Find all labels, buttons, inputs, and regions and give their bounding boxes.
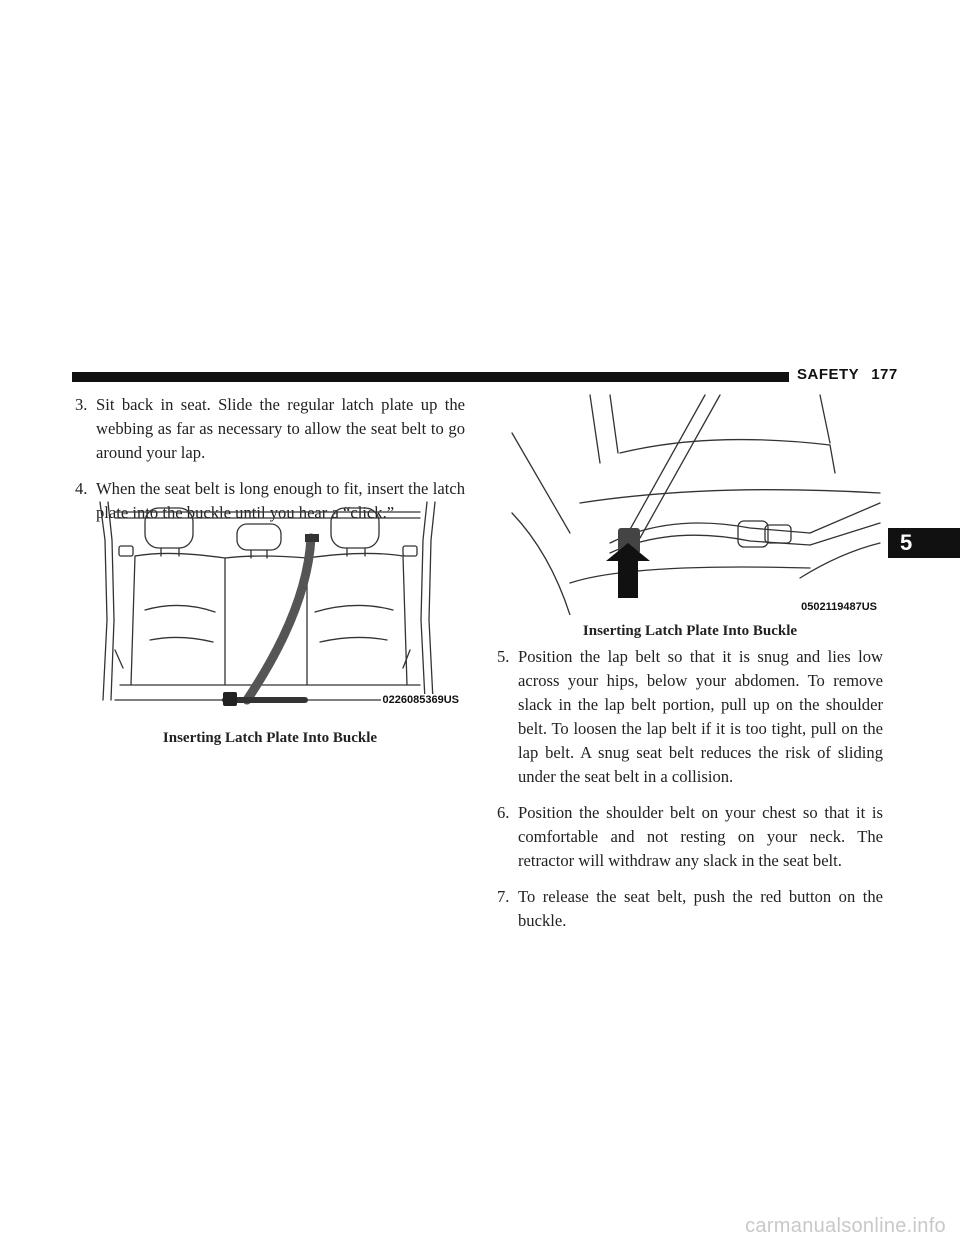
buckle-closeup-drawing — [510, 393, 883, 615]
figure-code: 0226085369US — [382, 694, 459, 706]
step-text: When the seat belt is long enough to fit, insert the latch plate into the buckle until you hear a “click.” — [96, 479, 465, 522]
figure-caption-left: Inserting Latch Plate Into Buckle — [162, 730, 378, 746]
header-rule — [72, 372, 789, 382]
step-5 — [497, 645, 883, 789]
step-number: 7. — [497, 887, 510, 906]
rear-seat-drawing — [75, 500, 465, 708]
step-number: 3. — [75, 395, 88, 414]
right-column — [497, 645, 883, 945]
figure-caption-right: Inserting Latch Plate Into Buckle — [582, 623, 798, 639]
page-number: 177 — [871, 366, 898, 383]
running-header — [797, 366, 898, 383]
step-6 — [497, 801, 883, 873]
step-number: 5. — [497, 647, 510, 666]
step-number: 6. — [497, 803, 510, 822]
step-text: To release the seat belt, push the red button on the buckle. — [518, 887, 883, 930]
watermark: carmanualsonline.info — [745, 1215, 946, 1237]
step-7 — [497, 885, 883, 933]
figure-code: 0502119487US — [801, 601, 877, 613]
rear-seat-illustration — [75, 500, 465, 708]
step-text: Position the lap belt so that it is snug and lies low across your hips, below your abdomen. To remove slack in the lap belt portion, pull up on the shoulder belt. To loosen the lap belt if it is too tight, pull on the lap belt. A snug seat belt reduces the risk of sliding under the seat belt in a collision. — [518, 647, 883, 786]
step-number: 4. — [75, 479, 88, 498]
chapter-tab: 5 — [888, 528, 960, 558]
buckle-closeup-illustration — [510, 393, 883, 615]
step-3 — [75, 393, 465, 465]
section-title: SAFETY — [797, 366, 860, 383]
belt-anchor — [305, 534, 319, 542]
buckle — [223, 692, 237, 706]
step-text: Position the shoulder belt on your chest so that it is comfortable and not resting on your neck. The retractor will withdraw any slack in the seat belt. — [518, 803, 883, 870]
step-text: Sit back in seat. Slide the regular latch plate up the webbing as far as necessary to allow the seat belt to go around your lap. — [96, 395, 465, 462]
